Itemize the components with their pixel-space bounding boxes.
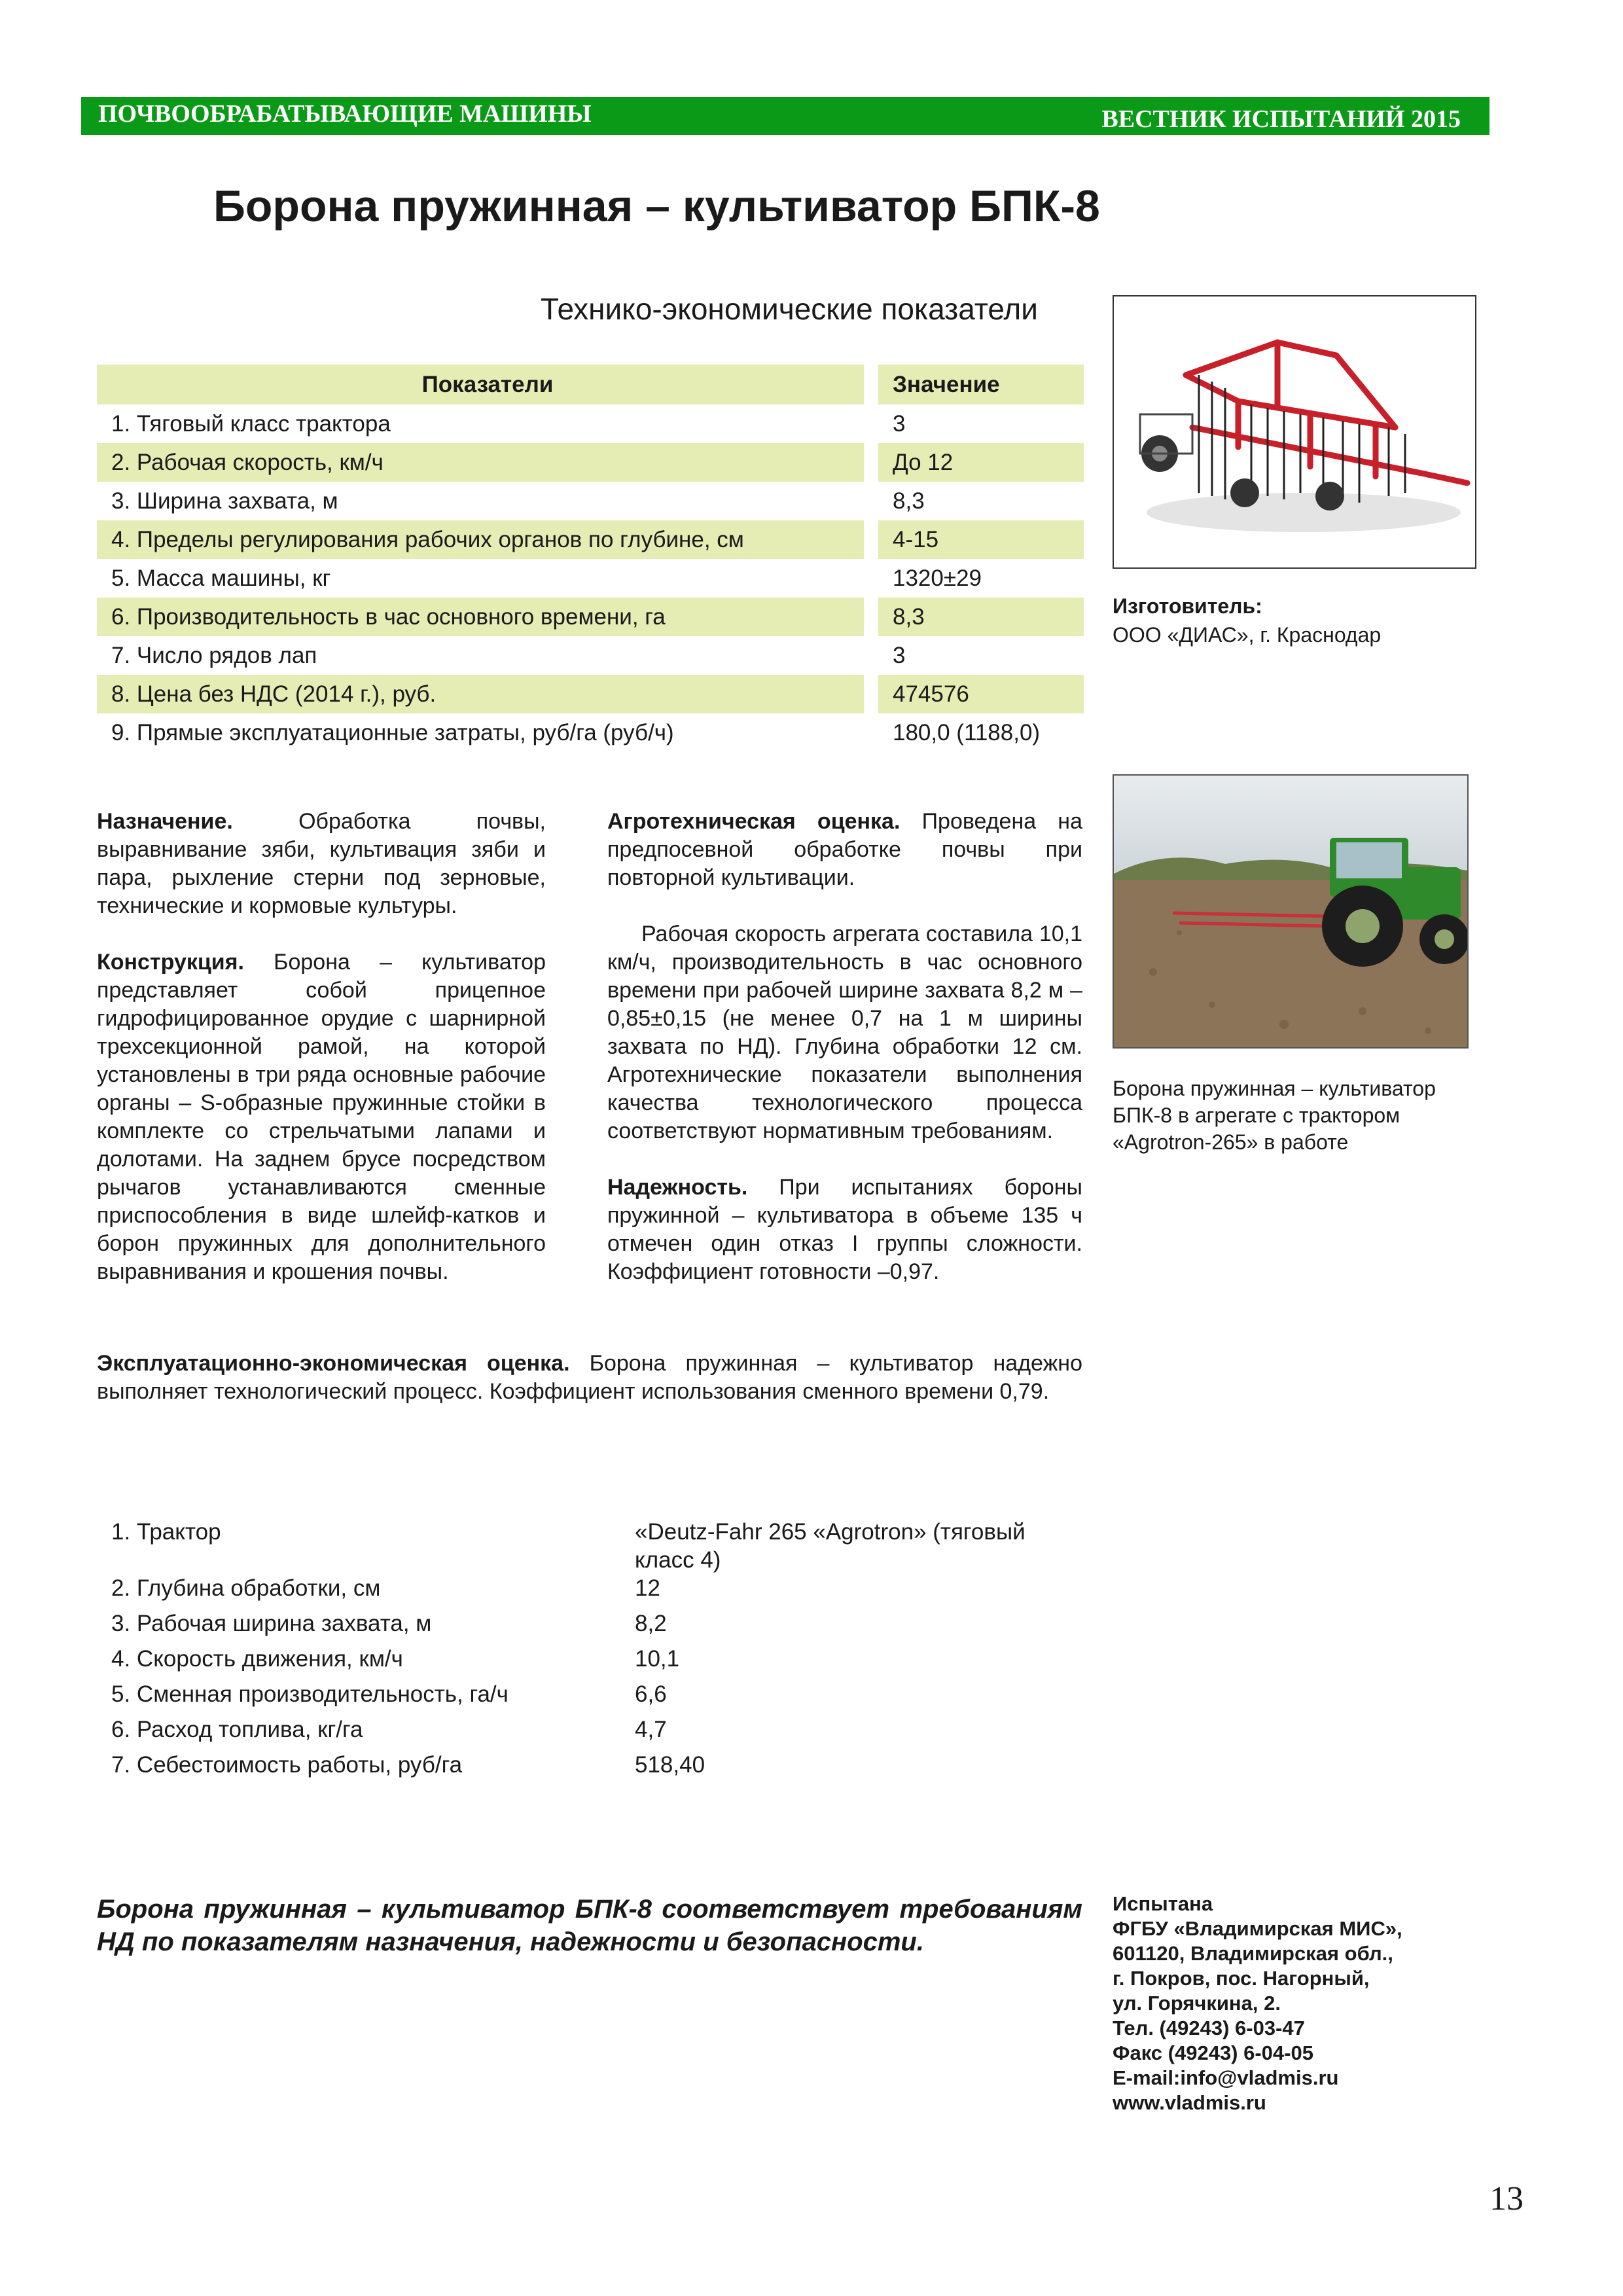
table-cell: 8,3: [893, 488, 925, 514]
econ-text: Борона пружинная – культиватор надежно выполняет технологический процесс. Коэффициент использования сменного времени 0,79.: [97, 1351, 1082, 1404]
contact-email: E-mail:info@vladmis.ru: [1113, 2066, 1339, 2089]
result-value: 518,40: [635, 1752, 705, 1778]
table-row: [97, 713, 1084, 752]
table-cell: До 12: [878, 443, 1084, 482]
table-cell: 6. Производительность в час основного времени, га: [97, 598, 864, 636]
result-value: 10,1: [635, 1646, 680, 1672]
purpose-text: Обработка почвы, выравнивание зяби, культивация зяби и пара, рыхление стерни под зерновые, технические и кормовые культуры.: [97, 809, 546, 918]
result-label: 3. Рабочая ширина захвата, м: [111, 1611, 432, 1636]
agro-text: Проведена на предпосевной обработке почвы при повторной культивации.: [607, 809, 1082, 890]
reliability-heading: Надежность.: [607, 1175, 748, 1200]
table-cell: 7. Число рядов лап: [111, 642, 317, 668]
table-cell: 3: [893, 642, 906, 668]
manufacturer-label: Изготовитель:: [1113, 594, 1262, 618]
tractor-illustration: [1114, 776, 1467, 1047]
table-subtitle: Технико-экономические показатели: [541, 292, 1038, 326]
tractor-photo: [1113, 774, 1469, 1049]
col-header-indicator: Показатели: [97, 365, 864, 404]
result-value: «Deutz-Fahr 265 «Agrotron» (тяговый класс 4): [635, 1519, 1026, 1573]
table-cell: 8. Цена без НДС (2014 г.), руб.: [97, 675, 864, 713]
table-cell: 8,3: [878, 598, 1084, 636]
journal-title: ВЕСТНИК ИСПЫТАНИЙ 2015: [1101, 105, 1461, 133]
photo-caption: Борона пружинная – культиватор БПК-8 в агрегате с трактором «Agrotron-265» в работе: [1113, 1077, 1436, 1154]
table-row: [97, 520, 1084, 559]
design-text: Борона – культиватор представляет собой прицепное гидрофицированное орудие с шарнирной трехсекционной рамой, на которой установлены в три ряда основные рабочие органы – S-образные пружинные стойки в комплекте со стрельчатыми лапами и долотами. На заднем брусе посредством рычагов устанавливаются сменные приспособления в виде шлейф-катков и борон пружинных для дополнительного выравнивания и крошения почвы.: [97, 950, 546, 1284]
table-cell: 4. Пределы регулирования рабочих органов по глубине, см: [97, 520, 864, 559]
section-title: ПОЧВООБРАБАТЫВАЮЩИЕ МАШИНЫ: [98, 100, 592, 128]
purpose-heading: Назначение.: [97, 809, 233, 834]
table-cell: 1. Тяговый класс трактора: [111, 410, 391, 437]
table-row: [97, 443, 1084, 482]
result-value: 12: [635, 1575, 660, 1601]
table-cell: 3. Ширина захвата, м: [111, 488, 338, 514]
list-item: [97, 1609, 1082, 1638]
result-value: 8,2: [635, 1611, 667, 1636]
table-row: [97, 598, 1084, 636]
contact-line: ФГБУ «Владимирская МИС»,: [1113, 1917, 1402, 1940]
table-cell: 180,0 (1188,0): [893, 719, 1041, 745]
page-number: 13: [1489, 2180, 1524, 2217]
col-header-value: Значение: [878, 365, 1084, 404]
result-label: 5. Сменная производительность, га/ч: [111, 1681, 508, 1707]
contact-line: ул. Горячкина, 2.: [1113, 1992, 1281, 2015]
table-cell: 2. Рабочая скорость, км/ч: [97, 443, 864, 482]
result-label: 4. Скорость движения, км/ч: [111, 1646, 403, 1672]
contact-line: 601120, Владимирская обл.,: [1113, 1942, 1393, 1965]
agro-heading: Агротехническая оценка.: [607, 809, 901, 834]
list-item: [97, 1574, 1082, 1602]
results-list: [97, 1518, 1082, 1786]
result-label: 2. Глубина обработки, см: [111, 1575, 381, 1601]
spec-table: [97, 365, 1084, 752]
page-title: Борона пружинная – культиватор БПК-8: [213, 181, 1100, 231]
list-item: [97, 1680, 1082, 1708]
design-heading: Конструкция.: [97, 950, 244, 975]
table-row: [97, 404, 1084, 443]
contact-line: Факс (49243) 6-04-05: [1113, 2041, 1313, 2064]
contact-line: Тел. (49243) 6-03-47: [1113, 2017, 1305, 2039]
contact-website: www.vladmis.ru: [1113, 2091, 1266, 2114]
table-cell: 4-15: [878, 520, 1084, 559]
result-value: 4,7: [635, 1717, 667, 1742]
result-label: 1. Трактор: [111, 1519, 221, 1545]
result-label: 6. Расход топлива, кг/га: [111, 1717, 363, 1742]
table-row: [97, 559, 1084, 598]
econ-heading: Эксплуатационно-экономическая оценка.: [97, 1351, 570, 1376]
table-header-row: [97, 365, 1084, 404]
manufacturer-value: ООО «ДИАС», г. Краснодар: [1113, 623, 1382, 647]
table-cell: 474576: [878, 675, 1084, 713]
agro-text-2: Рабочая скорость агрегата составила 10,1 км/ч, производительность в час основного времени при рабочей ширине захвата 8,2 м – 0,85±0,15 (не менее 0,7 на 1 м ширины захвата по НД). Глубина обработки 12 см. Агротехнические показатели выполнения качества технологического процесса соответствуют нормативным требованиям.: [607, 922, 1082, 1143]
left-column: [97, 808, 546, 1314]
list-item: [97, 1645, 1082, 1673]
table-cell: 3: [893, 410, 906, 437]
header-band: [81, 97, 1489, 135]
cultivator-photo: [1113, 295, 1476, 569]
table-cell: 1320±29: [893, 565, 982, 591]
contact-line: Испытана: [1113, 1892, 1213, 1915]
reliability-text: При испытаниях бороны пружинной – культиватора в объеме 135 ч отмечен один отказ I группы сложности. Коэффициент готовности –0,97.: [607, 1175, 1082, 1284]
contact-block: [1113, 1892, 1479, 2115]
list-item: [97, 1518, 1082, 1574]
table-cell: 9. Прямые эксплуатационные затраты, руб/га (руб/ч): [111, 719, 674, 745]
table-row: [97, 636, 1084, 675]
result-label: 7. Себестоимость работы, руб/га: [111, 1752, 463, 1778]
contact-line: г. Покров, пос. Нагорный,: [1113, 1967, 1370, 1990]
table-row: [97, 675, 1084, 713]
table-cell: 5. Масса машины, кг: [111, 565, 331, 591]
econ-paragraph: [97, 1350, 1082, 1406]
list-item: [97, 1715, 1082, 1744]
table-row: [97, 482, 1084, 520]
conclusion: Борона пружинная – культиватор БПК-8 соответствует требованиям НД по показателям назначения, надежности и безопасности.: [97, 1895, 1082, 1956]
result-value: 6,6: [635, 1681, 667, 1707]
cultivator-illustration: [1114, 296, 1475, 567]
right-column: [607, 808, 1082, 1314]
list-item: [97, 1751, 1082, 1779]
